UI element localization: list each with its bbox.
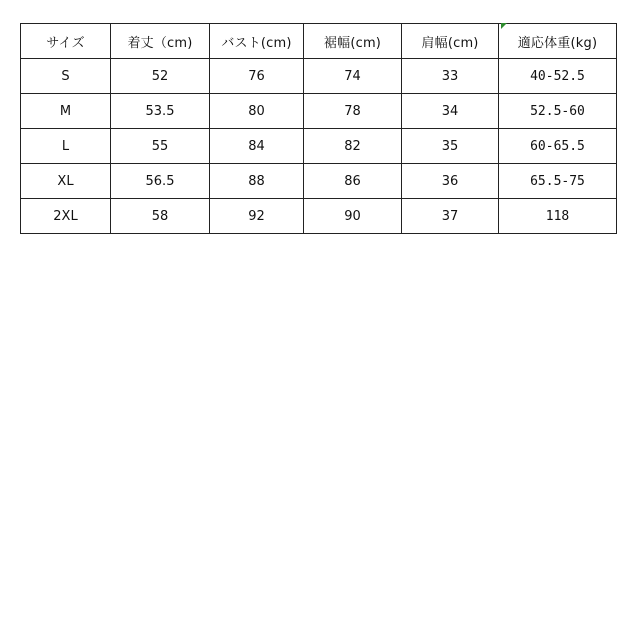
header-shoulder-width: 肩幅(cm) — [402, 24, 499, 59]
table-header — [21, 24, 617, 59]
header-size: サイズ — [21, 24, 111, 59]
cell-size: M — [21, 94, 111, 129]
cell-length: 58 — [111, 199, 210, 234]
cell-weight: 60-65.5 — [499, 129, 617, 164]
cell-bust: 92 — [210, 199, 304, 234]
cell-shoulder-width: 36 — [402, 164, 499, 199]
cell-hem-width: 78 — [304, 94, 402, 129]
cell-weight: 118 — [499, 199, 617, 234]
table-row — [21, 164, 617, 199]
cell-bust: 84 — [210, 129, 304, 164]
cell-size: XL — [21, 164, 111, 199]
header-bust: バスト(cm) — [210, 24, 304, 59]
header-recommended-weight: 適応体重(kg) — [499, 24, 617, 59]
cell-weight: 40-52.5 — [499, 59, 617, 94]
cell-weight: 65.5-75 — [499, 164, 617, 199]
cell-length: 52 — [111, 59, 210, 94]
cell-bust: 80 — [210, 94, 304, 129]
cell-shoulder-width: 37 — [402, 199, 499, 234]
cell-length: 56.5 — [111, 164, 210, 199]
header-row — [21, 24, 617, 59]
cell-shoulder-width: 34 — [402, 94, 499, 129]
cell-size: S — [21, 59, 111, 94]
table-row — [21, 94, 617, 129]
table-row — [21, 199, 617, 234]
cell-length: 53.5 — [111, 94, 210, 129]
table-body — [21, 59, 617, 234]
cell-hem-width: 82 — [304, 129, 402, 164]
cell-weight: 52.5-60 — [499, 94, 617, 129]
comment-indicator-icon — [501, 23, 507, 29]
cell-size: L — [21, 129, 111, 164]
cell-size: 2XL — [21, 199, 111, 234]
header-hem-width: 裾幅(cm) — [304, 24, 402, 59]
cell-hem-width: 74 — [304, 59, 402, 94]
cell-shoulder-width: 33 — [402, 59, 499, 94]
cell-length: 55 — [111, 129, 210, 164]
header-length: 着丈（cm) — [111, 24, 210, 59]
table-row — [21, 59, 617, 94]
cell-hem-width: 86 — [304, 164, 402, 199]
cell-hem-width: 90 — [304, 199, 402, 234]
cell-bust: 76 — [210, 59, 304, 94]
cell-shoulder-width: 35 — [402, 129, 499, 164]
table-row — [21, 129, 617, 164]
cell-bust: 88 — [210, 164, 304, 199]
size-chart-table — [20, 23, 617, 234]
